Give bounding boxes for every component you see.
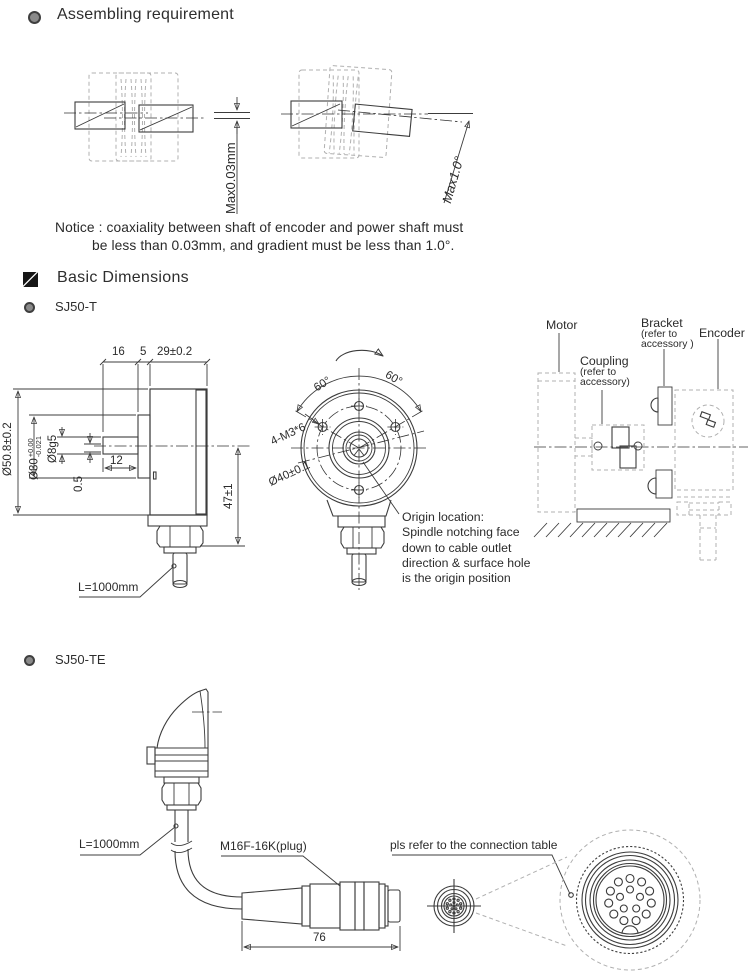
- origin-note-line4: direction & surface hole: [402, 555, 531, 570]
- section-square-icon: [23, 272, 38, 287]
- assembly-label-coupling: Coupling: [580, 354, 629, 368]
- te-cable-length-label: L=1000mm: [79, 837, 140, 851]
- dim-body-diameter: Ø50.8±0.2: [2, 422, 14, 476]
- origin-note-line5: is the origin position: [402, 571, 511, 586]
- connection-table-note: pls refer to the connection table: [390, 838, 558, 852]
- plug-type-label: M16F-16K(plug): [220, 839, 307, 853]
- dim-shaft-length: 16: [112, 346, 125, 358]
- origin-note-line1: Origin location:: [402, 510, 485, 524]
- dim-height: 47±1: [223, 483, 235, 509]
- dim-body-depth: 29±0.2: [157, 346, 193, 358]
- section-bullet-icon: [28, 11, 41, 24]
- sj50te-bullet-icon: [24, 655, 35, 666]
- section-title-assembling: Assembling requirement: [57, 6, 234, 23]
- bracket-note-1: (refer to: [641, 329, 678, 340]
- section-title-basic-dimensions: Basic Dimensions: [57, 269, 189, 286]
- dim-shaft-diameter: Ø8g5: [47, 434, 59, 463]
- coupling-note-2: accessory): [580, 377, 630, 388]
- angle-left-label: 60°: [312, 374, 334, 395]
- bolt-circle-label: Ø40±0.1: [267, 459, 312, 489]
- gradient-max-label: Max1.0°: [439, 154, 467, 205]
- boss-tolerance: +0.00 -0.021: [26, 435, 43, 458]
- dim-flange-thickness: 5: [140, 346, 147, 358]
- dim-plug-length: 76: [313, 932, 326, 944]
- plug-face-small: [427, 879, 481, 933]
- boss-diameter-value: Ø30: [28, 458, 41, 480]
- sj50t-side-view: [13, 359, 250, 597]
- angle-right-label: 60°: [383, 369, 405, 389]
- sj50te-drawing: [80, 689, 700, 970]
- coupling-note-1: (refer to: [580, 367, 617, 378]
- bracket-note-2: accessory ): [641, 339, 694, 350]
- model-title-sj50te: SJ50-TE: [55, 652, 106, 667]
- cable-length-label: L=1000mm: [78, 580, 139, 594]
- notice-line-2: be less than 0.03mm, and gradient must be less than 1.0°.: [92, 238, 455, 253]
- plug-side-view: [242, 882, 400, 930]
- screw-spec-label: 4-M3*6: [269, 421, 308, 448]
- dim-key-length: 12: [110, 455, 123, 467]
- assembly-label-encoder: Encoder: [699, 326, 745, 340]
- dim-step: 0.5: [73, 476, 85, 492]
- origin-location-note: [402, 510, 531, 586]
- assembly-label-bracket: Bracket: [641, 316, 683, 330]
- dim-boss-diameter: [27, 436, 42, 480]
- sj50t-assembly-diagram: [534, 333, 748, 560]
- model-title-sj50t: SJ50-T: [55, 299, 97, 314]
- origin-note-line2: Spindle notching face: [402, 525, 520, 540]
- origin-note-line3: down to cable outlet: [402, 540, 512, 555]
- assembly-label-motor: Motor: [546, 318, 578, 332]
- plug-face-zoomed: [560, 830, 700, 970]
- notice-line-1: Notice : coaxiality between shaft of encoder and power shaft must: [55, 220, 464, 235]
- coaxiality-max-label: Max0.03mm: [223, 142, 238, 214]
- sj50t-bullet-icon: [24, 302, 35, 313]
